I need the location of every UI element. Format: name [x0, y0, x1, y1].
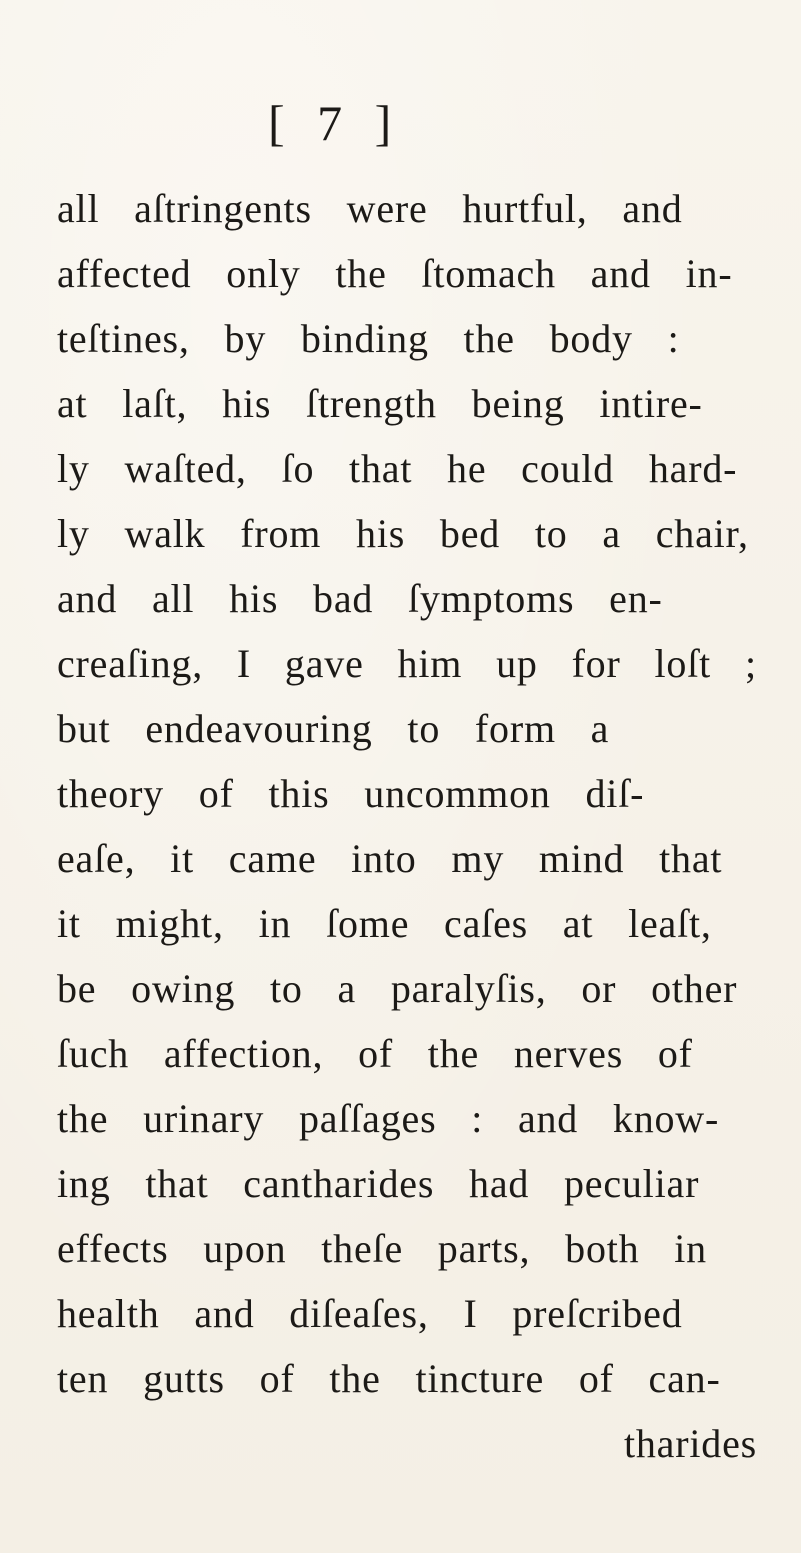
text-line: theory of this uncommon diſ- — [57, 771, 645, 816]
text-line: at laſt, his ſtrength being intire- — [57, 381, 703, 426]
text-line: affected only the ſtomach and in- — [57, 251, 733, 296]
text-line: be owing to a paralyſis, or other — [57, 966, 738, 1011]
text-line: teſtines, by binding the body : — [57, 316, 680, 361]
text-line: and all his bad ſymptoms en- — [57, 576, 663, 621]
text-line: it might, in ſome caſes at leaſt, — [57, 901, 712, 946]
catchword: tharides — [623, 1421, 757, 1466]
text-line: effects upon theſe parts, both in — [57, 1226, 707, 1271]
text-line: eaſe, it came into my mind that — [57, 836, 723, 881]
text-line: ly waſted, ſo that he could hard- — [57, 446, 738, 491]
text-line: the urinary paſſages : and know- — [57, 1096, 720, 1141]
text-line: all aſtringents were hurtful, and — [57, 186, 683, 231]
text-line: health and diſeaſes, I preſcribed — [57, 1291, 683, 1336]
text-line: ly walk from his bed to a chair, — [57, 511, 749, 556]
page-number: [ 7 ] — [268, 95, 402, 151]
text-line: ſuch affection, of the nerves of — [57, 1031, 693, 1076]
text-line: but endeavouring to form a — [57, 706, 610, 751]
text-line: creaſing, I gave him up for loſt ; — [57, 641, 757, 686]
text-line: ten gutts of the tincture of can- — [57, 1356, 721, 1401]
text-line: ing that cantharides had peculiar — [57, 1161, 700, 1206]
